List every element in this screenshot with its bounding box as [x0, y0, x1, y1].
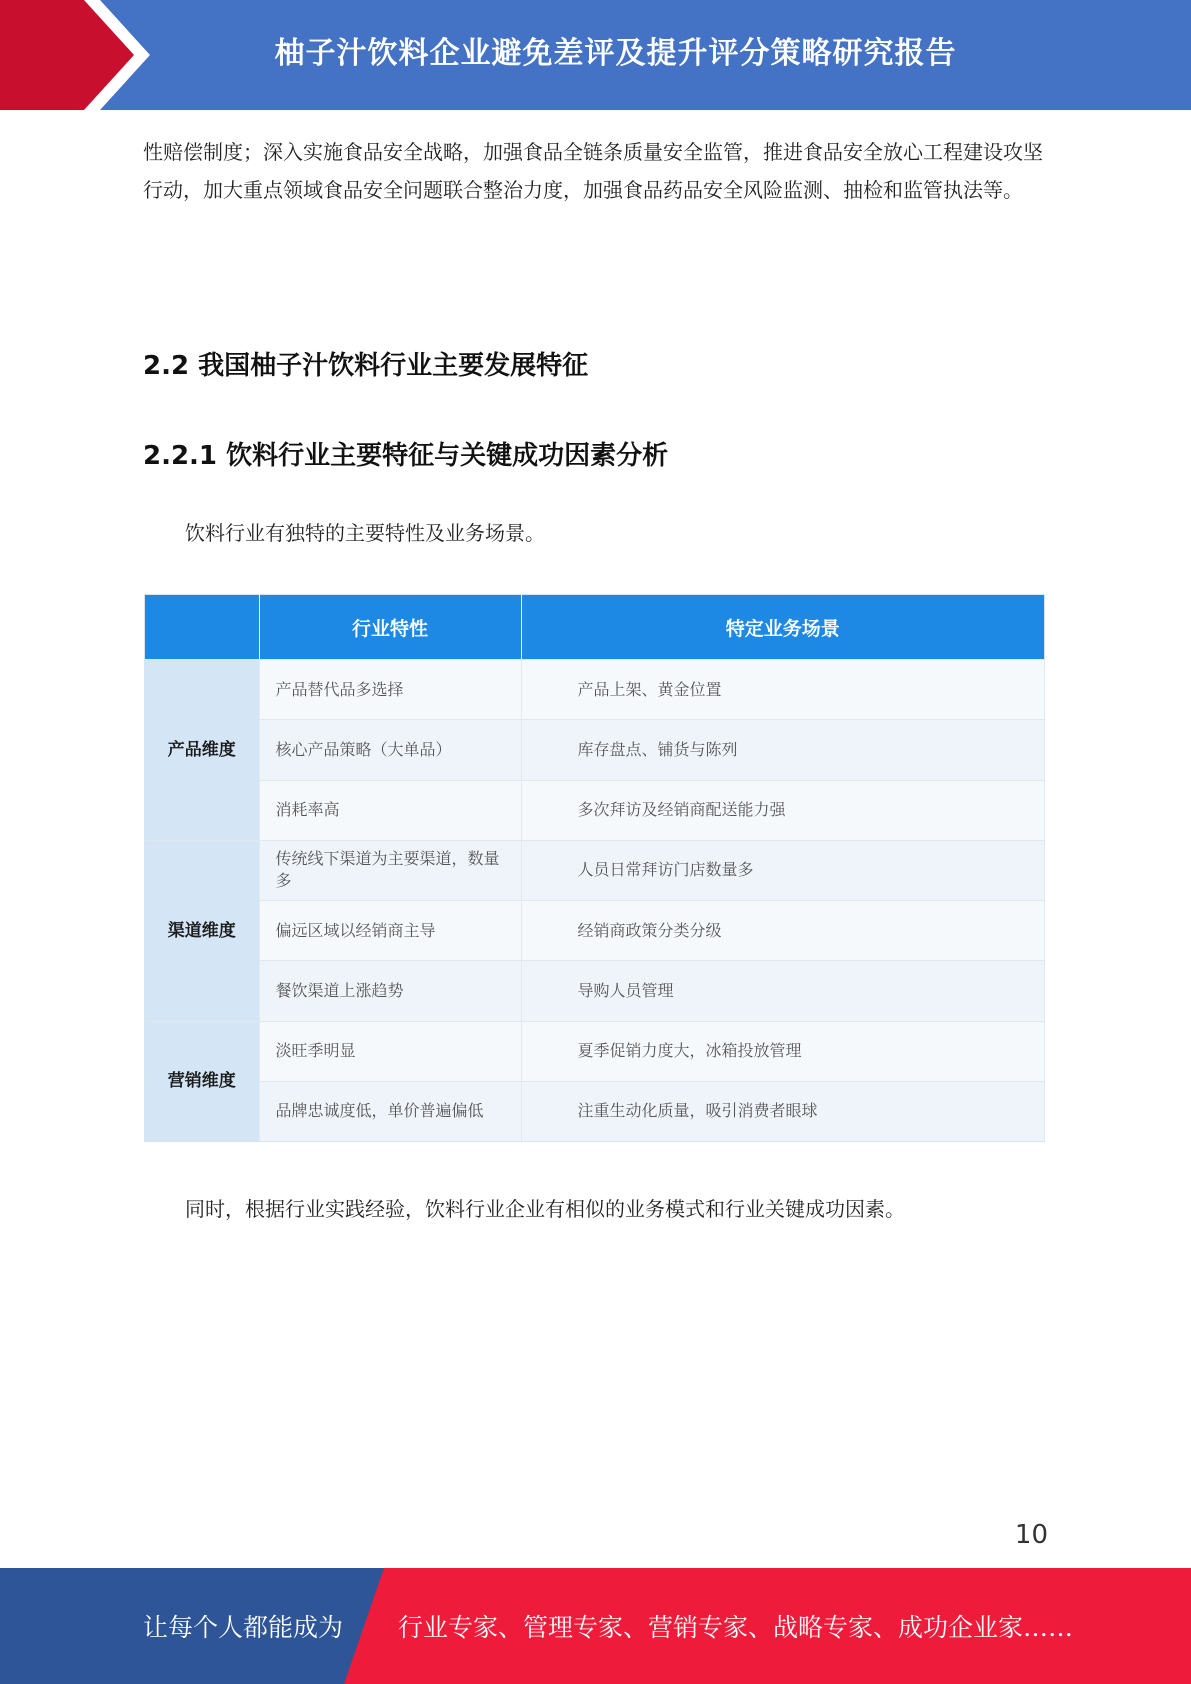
table-header-dimension	[145, 595, 259, 660]
table-row	[145, 1081, 1044, 1141]
scene-cell: 注重生动化质量，吸引消费者眼球	[521, 1081, 1044, 1141]
header-title: 柚子汁饮料企业避免差评及提升评分策略研究报告	[274, 36, 957, 71]
feature-cell: 淡旺季明显	[259, 1021, 521, 1081]
table-row	[145, 720, 1044, 780]
feature-cell: 消耗率高	[259, 780, 521, 840]
feature-cell: 传统线下渠道为主要渠道，数量多	[259, 840, 521, 900]
scene-cell: 多次拜访及经销商配送能力强	[521, 780, 1044, 840]
feature-cell: 餐饮渠道上涨趋势	[259, 961, 521, 1021]
table-header-scene: 特定业务场景	[521, 595, 1044, 660]
table-lead-paragraph: 饮料行业有独特的主要特性及业务场景。	[185, 521, 545, 545]
table-row	[145, 1021, 1044, 1081]
table-row	[145, 660, 1044, 720]
footer-slogan-right: 行业专家、管理专家、营销专家、战略专家、成功企业家……	[398, 1613, 1074, 1642]
industry-features-table	[144, 594, 1045, 1142]
intro-paragraph: 性赔偿制度；深入实施食品安全战略，加强食品全链条质量安全监管，推进食品安全放心工程建设攻坚行动，加大重点领域食品安全问题联合整治力度，加强食品药品安全风险监测、抽检和监管执法等。	[143, 140, 1043, 202]
table-row	[145, 901, 1044, 961]
table-row	[145, 780, 1044, 840]
scene-cell: 导购人员管理	[521, 961, 1044, 1021]
scene-cell: 经销商政策分类分级	[521, 901, 1044, 961]
page-number: 10	[1014, 1520, 1048, 1550]
page-header	[0, 0, 1191, 110]
page-footer	[0, 1568, 1191, 1684]
dimension-cell-channel: 渠道维度	[145, 840, 259, 1021]
feature-cell: 偏远区域以经销商主导	[259, 901, 521, 961]
footer-slogan-left: 让每个人都能成为	[143, 1613, 344, 1642]
table-row	[145, 840, 1044, 900]
table-header-row	[145, 595, 1044, 660]
scene-cell: 夏季促销力度大，冰箱投放管理	[521, 1021, 1044, 1081]
scene-cell: 产品上架、黄金位置	[521, 660, 1044, 720]
feature-cell: 产品替代品多选择	[259, 660, 521, 720]
dimension-cell-product: 产品维度	[145, 660, 259, 841]
table-row	[145, 961, 1044, 1021]
subsection-heading: 2.2.1 饮料行业主要特征与关键成功因素分析	[143, 441, 669, 471]
feature-cell: 品牌忠诚度低，单价普遍偏低	[259, 1081, 521, 1141]
scene-cell: 库存盘点、铺货与陈列	[521, 720, 1044, 780]
closing-paragraph: 同时，根据行业实践经验，饮料行业企业有相似的业务模式和行业关键成功因素。	[185, 1197, 905, 1221]
dimension-cell-marketing: 营销维度	[145, 1021, 259, 1141]
feature-cell: 核心产品策略（大单品）	[259, 720, 521, 780]
table-header-feature: 行业特性	[259, 595, 521, 660]
section-heading: 2.2 我国柚子汁饮料行业主要发展特征	[143, 351, 589, 381]
scene-cell: 人员日常拜访门店数量多	[521, 840, 1044, 900]
